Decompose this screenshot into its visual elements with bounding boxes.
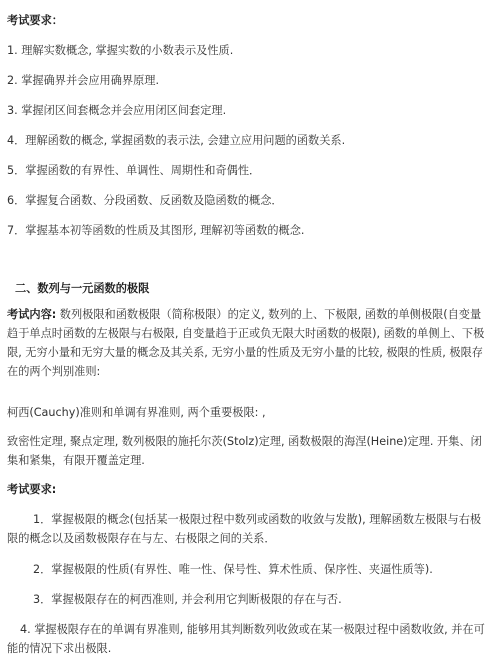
section-title: 二、数列与一元函数的极限 bbox=[15, 282, 150, 295]
content-criteria-line: 柯西(Cauchy)准则和单调有界准则, 两个重要极限: , bbox=[7, 406, 266, 419]
requirement-item-7: 7．掌握基本初等函数的性质及其图形, 理解初等函数的概念. bbox=[7, 224, 305, 237]
requirements-heading: 考试要求： bbox=[7, 14, 63, 27]
requirement-item-3: 3. 掌握闭区间套概念并会应用闭区间套定理. bbox=[7, 104, 227, 117]
requirement-item-5: 5．掌握函数的有界性、单调性、周期性和奇偶性． bbox=[7, 164, 261, 177]
content-paragraph bbox=[7, 305, 489, 381]
content-theorems-paragraph: 致密性定理, 聚点定理, 数列极限的施托尔茨(Stolz)定理, 函数极限的海涅(Heine)定理. 开集、闭集和紧集，有限开覆盖定理. bbox=[7, 435, 482, 467]
req2-item-3: 3．掌握极限存在的柯西准则, 并会利用它判断极限的存在与否. bbox=[33, 593, 342, 606]
req2-item-4: 4. 掌握极限存在的单调有界准则, 能够用其判断数列收敛或在某一极限过程中函数收敛, 并在可能的情况下求出极限. bbox=[7, 623, 485, 655]
requirement-item-2: 2. 掌握确界并会应用确界原理. bbox=[7, 74, 160, 87]
requirement-item-4: 4．理解函数的概念, 掌握函数的表示法, 会建立应用问题的函数关系. bbox=[7, 134, 346, 147]
requirements2-heading: 考试要求: bbox=[7, 483, 57, 496]
req2-item-2: 2．掌握极限的性质(有界性、唯一性、保号性、算术性质、保序性、夹逼性质等). bbox=[33, 563, 433, 576]
req2-item-1: 1．掌握极限的概念(包括某一极限过程中数列或函数的收敛与发散), 理解函数左极限与右极限的概念以及函数极限存在与左、右极限之间的关系． bbox=[7, 513, 482, 545]
content-label: 考试内容: bbox=[7, 308, 57, 321]
requirement-item-1: 1. 理解实数概念, 掌握实数的小数表示及性质. bbox=[7, 44, 234, 57]
requirement-item-6: 6．掌握复合函数、分段函数、反函数及隐函数的概念． bbox=[7, 194, 283, 207]
content-text: 数列极限和函数极限（简称极限）的定义, 数列的上、下极限, 函数的单侧极限(自变量趋于单点时函数的左极限与右极限, 自变量趋于正或负无限大时函数的极限), 函数的单侧上、下极限, 无穷小量和无穷大量的概念及其关系, 无穷小量的性质及无穷小量的比较, 极限的性质, 极限存在的两个判别准则: bbox=[7, 308, 485, 378]
